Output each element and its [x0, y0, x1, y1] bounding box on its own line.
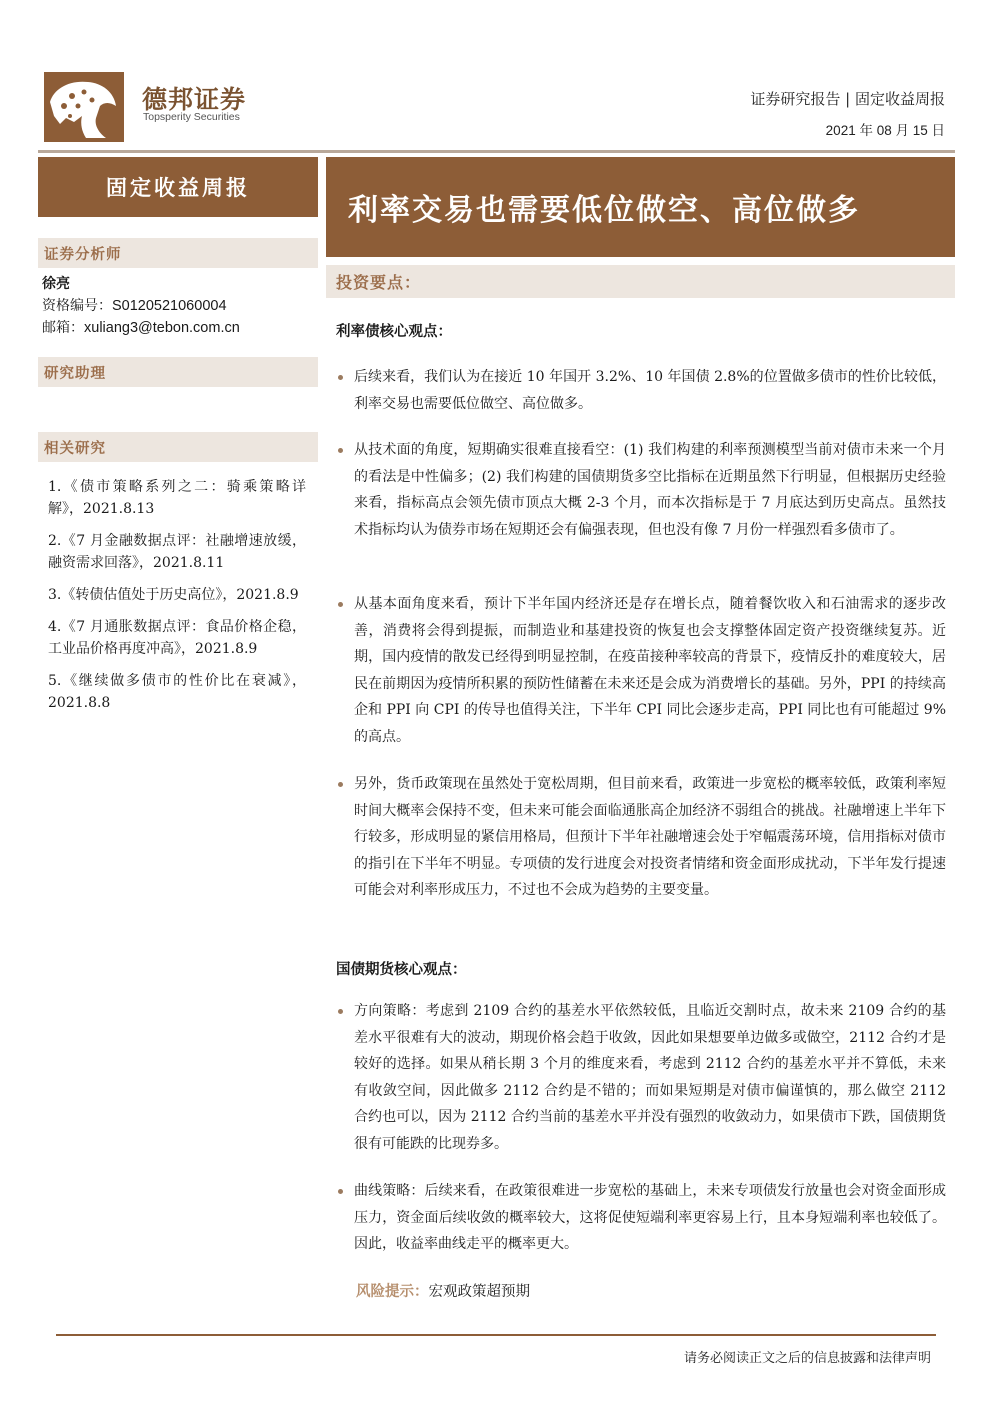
tebon-logo [44, 72, 124, 142]
email-label: 邮箱： [42, 320, 84, 336]
report-category: 固定收益周报 [38, 157, 318, 217]
assistant-section-heading: 研究助理 [38, 357, 318, 387]
report-date: 2021 年 08 月 15 日 [825, 123, 945, 138]
cert-value: S0120521060004 [112, 298, 227, 314]
footer-divider [56, 1334, 936, 1336]
header-divider [38, 150, 955, 153]
rate-bullet-1: 后续来看，我们认为在接近 10 年国开 3.2%、10 年国债 2.8%的位置做多债市的性价比较低，利率交易也需要低位做空、高位做多。 [336, 364, 946, 417]
analyst-cert [42, 295, 227, 315]
email-value[interactable]: xuliang3@tebon.com.cn [84, 320, 240, 336]
leopard-logo-icon [44, 72, 124, 142]
cert-label: 资格编号： [42, 298, 112, 314]
futures-heading: 国债期货核心观点： [336, 961, 467, 978]
related-item-4[interactable]: 4.《7 月通胀数据点评：食品价格企稳，工业品价格再度冲高》，2021.8.9 [48, 619, 306, 657]
related-section-heading: 相关研究 [38, 432, 318, 462]
risk-warning [356, 1280, 530, 1301]
related-item-1[interactable]: 1.《债市策略系列之二：骑乘策略详解》，2021.8.13 [48, 479, 306, 517]
footer-disclaimer: 请务必阅读正文之后的信息披露和法律声明 [683, 1351, 931, 1366]
futures-bullet-1: 方向策略：考虑到 2109 合约的基差水平依然较低，且临近交割时点，故未来 2109 合约的基差水平很难有大的波动，期现价格会趋于收敛，因此如果想要单边做多或做空，2112 合约才是较好的选择。如果从稍长期 3 个月的维度来看，考虑到 2112 合约的基差水平并不算低，未来有收敛空间，因此做多 2112 合约是不错的；而如果短期是对债市偏谨慎的，那么做空 2112 合约也可以，因为 2112 合约当前的基差水平并没有强烈的收敛动力，如果债市下跌，国债期货很有可能跌的比现券多。 [336, 998, 946, 1157]
report-type: 证券研究报告 | 固定收益周报 [750, 90, 945, 108]
report-title: 利率交易也需要低位做空、高位做多 [326, 157, 955, 257]
rate-bullet-2: 从技术面的角度，短期确实很难直接看空：(1) 我们构建的利率预测模型当前对债市未来一个月的看法是中性偏多；(2) 我们构建的国债期货多空比指标在近期虽然下行明显，但根据历史经验来看，指标高点会领先债市顶点大概 2-3 个月，而本次指标是于 7 月底达到历史高点。虽然技术指标均认为债券市场在短期还会有偏强表现，但也没有像 7 月份一样强烈看多债市了。 [336, 437, 946, 543]
futures-bullet-2: 曲线策略：后续来看，在政策很难进一步宽松的基础上，未来专项债发行放量也会对资金面形成压力，资金面后续收敛的概率较大，这将促使短端利率更容易上行，且本身短端利率也较低了。因此，收益率曲线走平的概率更大。 [336, 1178, 946, 1258]
rate-bullet-3: 从基本面角度来看，预计下半年国内经济还是存在增长点，随着餐饮收入和石油需求的逐步改善，消费将会得到提振，而制造业和基建投资的恢复也会支撑整体固定资产投资继续复苏。近期，国内疫情的散发已经得到明显控制，在疫苗接种率较高的背景下，疫情反扑的难度较大，居民在前期因为疫情所积累的预防性储蓄在未来还是会成为消费增长的基础。另外，PPI 的持续高企和 PPI 向 CPI 的传导也值得关注，下半年 CPI 同比会逐步走高，PPI 同比也有可能超过 9%的高点。 [336, 591, 946, 750]
related-item-3[interactable]: 3.《转债估值处于历史高位》，2021.8.9 [48, 587, 299, 603]
rate-bullet-4: 另外，货币政策现在虽然处于宽松周期，但目前来看，政策进一步宽松的概率较低，政策利率短时间大概率会保持不变，但未来可能会面临通胀高企加经济不弱组合的挑战。社融增速上半年下行较多，形成明显的紧信用格局，但预计下半年社融增速会处于窄幅震荡环境，信用指标对债市的指引在下半年不明显。专项债的发行进度会对投资者情绪和资金面形成扰动，下半年发行提速可能会对利率形成压力，不过也不会成为趋势的主要变量。 [336, 771, 946, 904]
risk-label: 风险提示： [356, 1283, 429, 1300]
brand-name-cn: 德邦证券 [142, 85, 247, 114]
analyst-name: 徐亮 [42, 276, 70, 292]
rate-bond-heading: 利率债核心观点： [336, 323, 452, 340]
risk-text: 宏观政策超预期 [428, 1284, 530, 1300]
analyst-section-heading: 证券分析师 [38, 238, 318, 268]
related-item-5[interactable]: 5.《继续做多债市的性价比在衰减》，2021.8.8 [48, 673, 306, 711]
key-points-heading: 投资要点： [326, 265, 955, 298]
related-item-2[interactable]: 2.《7 月金融数据点评：社融增速放缓，融资需求回落》，2021.8.11 [48, 533, 306, 571]
related-research-list [48, 476, 306, 724]
analyst-email [42, 317, 240, 337]
brand-name-en: Topsperity Securities [143, 111, 240, 123]
